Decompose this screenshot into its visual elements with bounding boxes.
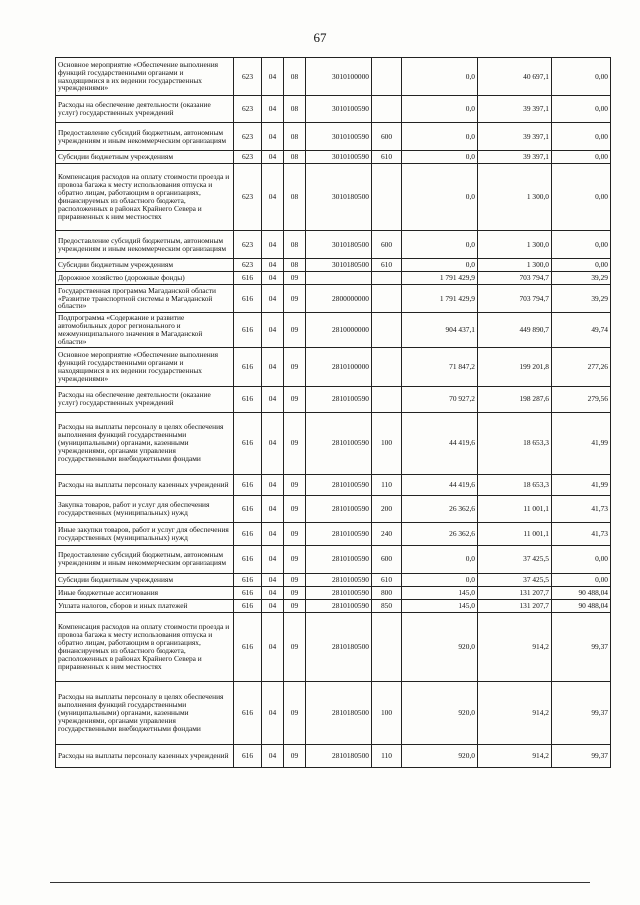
row-section: 04 (262, 612, 284, 681)
row-code: 616 (234, 313, 262, 348)
row-expense-type: 100 (372, 681, 402, 744)
row-code: 623 (234, 151, 262, 164)
table-row (56, 164, 611, 231)
row-section: 04 (262, 272, 284, 285)
row-value-planned: 0,0 (402, 573, 478, 586)
row-section: 04 (262, 573, 284, 586)
row-value-planned: 26 362,6 (402, 495, 478, 522)
row-name: Иные бюджетные ассигнования (56, 586, 234, 599)
row-name: Компенсация расходов на оплату стоимости проезда и провоза багажа к месту использования отпуска и обратно лицам, работающим в организациях, финансируемых из областного бюджета, расположенных в районах Крайнего Севера и приравненных к ним местностях (56, 612, 234, 681)
row-value-percent: 39,29 (552, 272, 611, 285)
row-subsection: 09 (284, 599, 306, 612)
row-value-percent: 99,37 (552, 744, 611, 767)
row-article: 2810180500 (306, 612, 372, 681)
table-row (56, 96, 611, 123)
row-code: 616 (234, 744, 262, 767)
row-code: 616 (234, 545, 262, 573)
row-value-planned: 904 437,1 (402, 313, 478, 348)
row-value-actual: 131 207,7 (478, 599, 552, 612)
table-row (56, 612, 611, 681)
row-value-planned: 44 419,6 (402, 412, 478, 474)
table-row (56, 474, 611, 495)
table-row (56, 231, 611, 259)
row-value-percent: 0,00 (552, 123, 611, 151)
table-row (56, 58, 611, 96)
table-row (56, 522, 611, 545)
row-name: Предоставление субсидий бюджетным, автономным учреждениям и иным некоммерческим организациям (56, 545, 234, 573)
row-code: 616 (234, 474, 262, 495)
row-expense-type (372, 285, 402, 313)
row-value-planned: 0,0 (402, 123, 478, 151)
row-code: 623 (234, 58, 262, 96)
row-value-percent: 0,00 (552, 164, 611, 231)
table-row (56, 123, 611, 151)
row-code: 616 (234, 573, 262, 586)
table-row (56, 495, 611, 522)
row-value-planned: 920,0 (402, 681, 478, 744)
row-expense-type: 800 (372, 586, 402, 599)
row-name: Расходы на выплаты персоналу казенных учреждений (56, 474, 234, 495)
row-value-planned: 70 927,2 (402, 386, 478, 412)
row-section: 04 (262, 164, 284, 231)
row-subsection: 08 (284, 231, 306, 259)
row-expense-type: 600 (372, 545, 402, 573)
row-name: Основное мероприятие «Обеспечение выполнения функций государственными органами и находящимися в их ведении государственных учреждениями» (56, 347, 234, 386)
row-name: Субсидии бюджетным учреждениям (56, 259, 234, 272)
row-value-planned: 44 419,6 (402, 474, 478, 495)
row-name: Предоставление субсидий бюджетным, автономным учреждениям и иным некоммерческим организациям (56, 123, 234, 151)
row-expense-type: 200 (372, 495, 402, 522)
row-value-actual: 198 287,6 (478, 386, 552, 412)
row-name: Расходы на выплаты персоналу в целях обеспечения выполнения функций государственными (муниципальными) органами, казенными учреждениями, органами управления государственными внебюджетными фондами (56, 681, 234, 744)
row-subsection: 08 (284, 164, 306, 231)
table-row (56, 285, 611, 313)
row-value-percent: 0,00 (552, 231, 611, 259)
row-expense-type: 240 (372, 522, 402, 545)
row-expense-type: 110 (372, 744, 402, 767)
row-value-actual: 131 207,7 (478, 586, 552, 599)
row-section: 04 (262, 347, 284, 386)
row-section: 04 (262, 123, 284, 151)
row-value-percent: 49,74 (552, 313, 611, 348)
row-code: 616 (234, 522, 262, 545)
row-value-planned: 0,0 (402, 58, 478, 96)
row-subsection: 09 (284, 573, 306, 586)
row-value-percent: 90 488,04 (552, 599, 611, 612)
row-name: Расходы на обеспечение деятельности (оказание услуг) государственных учреждений (56, 96, 234, 123)
table-row (56, 586, 611, 599)
row-article: 2810000000 (306, 313, 372, 348)
row-expense-type (372, 612, 402, 681)
row-name: Компенсация расходов на оплату стоимости проезда и провоза багажа к месту использования отпуска и обратно лицам, работающим в организациях, финансируемых из областного бюджета, расположенных в районах Крайнего Севера и приравненных к ним местностях (56, 164, 234, 231)
row-code: 616 (234, 412, 262, 474)
row-value-actual: 1 300,0 (478, 259, 552, 272)
row-subsection: 08 (284, 58, 306, 96)
row-value-actual: 703 794,7 (478, 272, 552, 285)
row-article: 3010100590 (306, 123, 372, 151)
row-name: Субсидии бюджетным учреждениям (56, 573, 234, 586)
row-subsection: 09 (284, 545, 306, 573)
row-expense-type: 610 (372, 151, 402, 164)
table-row (56, 313, 611, 348)
row-code: 616 (234, 586, 262, 599)
row-expense-type (372, 164, 402, 231)
row-value-planned: 145,0 (402, 586, 478, 599)
row-value-percent: 0,00 (552, 58, 611, 96)
row-value-percent: 90 488,04 (552, 586, 611, 599)
row-article (306, 272, 372, 285)
row-value-actual: 11 001,1 (478, 495, 552, 522)
row-section: 04 (262, 545, 284, 573)
row-value-planned: 920,0 (402, 612, 478, 681)
row-article: 2810100000 (306, 347, 372, 386)
row-value-actual: 914,2 (478, 612, 552, 681)
row-subsection: 08 (284, 151, 306, 164)
row-expense-type: 850 (372, 599, 402, 612)
row-subsection: 08 (284, 259, 306, 272)
row-section: 04 (262, 474, 284, 495)
row-expense-type (372, 313, 402, 348)
row-value-percent: 0,00 (552, 259, 611, 272)
row-value-percent: 99,37 (552, 612, 611, 681)
table-row (56, 272, 611, 285)
row-value-planned: 0,0 (402, 259, 478, 272)
row-subsection: 09 (284, 522, 306, 545)
row-code: 623 (234, 96, 262, 123)
row-subsection: 09 (284, 347, 306, 386)
row-section: 04 (262, 231, 284, 259)
row-value-actual: 11 001,1 (478, 522, 552, 545)
row-article: 3010180500 (306, 259, 372, 272)
row-article: 3010180500 (306, 164, 372, 231)
row-subsection: 09 (284, 386, 306, 412)
row-article: 3010100590 (306, 96, 372, 123)
row-value-planned: 145,0 (402, 599, 478, 612)
row-section: 04 (262, 313, 284, 348)
row-section: 04 (262, 586, 284, 599)
row-value-percent: 41,73 (552, 522, 611, 545)
table-row (56, 259, 611, 272)
row-value-actual: 39 397,1 (478, 123, 552, 151)
row-article: 2810100590 (306, 573, 372, 586)
row-value-planned: 26 362,6 (402, 522, 478, 545)
row-value-percent: 0,00 (552, 545, 611, 573)
row-section: 04 (262, 599, 284, 612)
row-expense-type (372, 347, 402, 386)
row-value-actual: 18 653,3 (478, 474, 552, 495)
row-name: Расходы на выплаты персоналу казенных учреждений (56, 744, 234, 767)
row-code: 616 (234, 386, 262, 412)
row-name: Расходы на обеспечение деятельности (оказание услуг) государственных учреждений (56, 386, 234, 412)
row-value-actual: 449 890,7 (478, 313, 552, 348)
row-article: 3010100590 (306, 151, 372, 164)
row-article: 2810100590 (306, 545, 372, 573)
row-article: 3010180500 (306, 231, 372, 259)
row-code: 623 (234, 123, 262, 151)
row-code: 616 (234, 347, 262, 386)
row-value-planned: 920,0 (402, 744, 478, 767)
row-article: 3010100000 (306, 58, 372, 96)
row-name: Подпрограмма «Содержание и развитие автомобильных дорог регионального и межмуниципального значения в Магаданской области» (56, 313, 234, 348)
table-row (56, 151, 611, 164)
row-value-planned: 0,0 (402, 545, 478, 573)
row-code: 616 (234, 285, 262, 313)
row-code: 616 (234, 681, 262, 744)
row-section: 04 (262, 681, 284, 744)
row-subsection: 09 (284, 681, 306, 744)
row-value-actual: 37 425,5 (478, 545, 552, 573)
row-subsection: 08 (284, 96, 306, 123)
row-value-percent: 41,73 (552, 495, 611, 522)
bottom-rule (50, 882, 590, 883)
row-article: 2810180500 (306, 681, 372, 744)
row-section: 04 (262, 744, 284, 767)
row-subsection: 08 (284, 123, 306, 151)
row-article: 2810100590 (306, 495, 372, 522)
row-section: 04 (262, 495, 284, 522)
row-article: 2810100590 (306, 586, 372, 599)
row-value-percent: 0,00 (552, 151, 611, 164)
budget-table (55, 57, 611, 768)
row-value-actual: 40 697,1 (478, 58, 552, 96)
row-section: 04 (262, 522, 284, 545)
row-name: Субсидии бюджетным учреждениям (56, 151, 234, 164)
row-name: Расходы на выплаты персоналу в целях обеспечения выполнения функций государственными (муниципальными) органами, казенными учреждениями, органами управления государственными внебюджетными фондами (56, 412, 234, 474)
row-code: 616 (234, 612, 262, 681)
row-name: Дорожное хозяйство (дорожные фонды) (56, 272, 234, 285)
table-row (56, 545, 611, 573)
row-value-actual: 199 201,8 (478, 347, 552, 386)
page-number: 67 (313, 30, 327, 45)
row-subsection: 09 (284, 744, 306, 767)
row-name: Закупка товаров, работ и услуг для обеспечения государственных (муниципальных) нужд (56, 495, 234, 522)
row-article: 2810180500 (306, 744, 372, 767)
row-section: 04 (262, 58, 284, 96)
row-code: 616 (234, 599, 262, 612)
row-value-actual: 37 425,5 (478, 573, 552, 586)
row-value-actual: 914,2 (478, 744, 552, 767)
row-subsection: 09 (284, 612, 306, 681)
row-article: 2810100590 (306, 386, 372, 412)
row-name: Уплата налогов, сборов и иных платежей (56, 599, 234, 612)
row-expense-type (372, 386, 402, 412)
row-expense-type (372, 58, 402, 96)
row-value-actual: 39 397,1 (478, 96, 552, 123)
row-subsection: 09 (284, 285, 306, 313)
row-article: 2810100590 (306, 522, 372, 545)
row-code: 623 (234, 259, 262, 272)
row-value-planned: 1 791 429,9 (402, 272, 478, 285)
row-expense-type: 600 (372, 123, 402, 151)
row-subsection: 09 (284, 412, 306, 474)
table-row (56, 681, 611, 744)
row-value-percent: 41,99 (552, 474, 611, 495)
row-value-actual: 914,2 (478, 681, 552, 744)
row-subsection: 09 (284, 474, 306, 495)
row-article: 2810100590 (306, 412, 372, 474)
row-value-planned: 0,0 (402, 231, 478, 259)
row-value-actual: 1 300,0 (478, 231, 552, 259)
row-value-actual: 703 794,7 (478, 285, 552, 313)
row-value-planned: 0,0 (402, 164, 478, 231)
row-section: 04 (262, 285, 284, 313)
table-row (56, 744, 611, 767)
row-expense-type: 610 (372, 259, 402, 272)
row-code: 616 (234, 495, 262, 522)
row-section: 04 (262, 386, 284, 412)
row-value-actual: 18 653,3 (478, 412, 552, 474)
row-value-planned: 71 847,2 (402, 347, 478, 386)
row-value-percent: 279,56 (552, 386, 611, 412)
row-article: 2800000000 (306, 285, 372, 313)
row-value-planned: 0,0 (402, 96, 478, 123)
row-expense-type (372, 96, 402, 123)
row-subsection: 09 (284, 272, 306, 285)
table-row (56, 599, 611, 612)
row-expense-type: 610 (372, 573, 402, 586)
table-row (56, 573, 611, 586)
row-expense-type: 600 (372, 231, 402, 259)
row-code: 616 (234, 272, 262, 285)
row-value-percent: 277,26 (552, 347, 611, 386)
row-name: Предоставление субсидий бюджетным, автономным учреждениям и иным некоммерческим организациям (56, 231, 234, 259)
table-body (56, 58, 611, 768)
table-row (56, 386, 611, 412)
table-row (56, 412, 611, 474)
row-value-actual: 39 397,1 (478, 151, 552, 164)
row-value-percent: 0,00 (552, 573, 611, 586)
row-value-percent: 0,00 (552, 96, 611, 123)
row-subsection: 09 (284, 586, 306, 599)
row-expense-type: 110 (372, 474, 402, 495)
row-code: 623 (234, 164, 262, 231)
row-expense-type: 100 (372, 412, 402, 474)
row-value-planned: 1 791 429,9 (402, 285, 478, 313)
row-subsection: 09 (284, 313, 306, 348)
row-value-percent: 39,29 (552, 285, 611, 313)
table-row (56, 347, 611, 386)
row-section: 04 (262, 412, 284, 474)
row-name: Основное мероприятие «Обеспечение выполнения функций государственными органами и находящимися в их ведении государственных учреждениями» (56, 58, 234, 96)
row-value-planned: 0,0 (402, 151, 478, 164)
row-name: Иные закупки товаров, работ и услуг для обеспечения государственных (муниципальных) нужд (56, 522, 234, 545)
row-article: 2810100590 (306, 474, 372, 495)
row-section: 04 (262, 259, 284, 272)
row-value-actual: 1 300,0 (478, 164, 552, 231)
row-code: 623 (234, 231, 262, 259)
row-name: Государственная программа Магаданской области «Развитие транспортной системы в Магаданской области» (56, 285, 234, 313)
row-subsection: 09 (284, 495, 306, 522)
row-expense-type (372, 272, 402, 285)
row-value-percent: 41,99 (552, 412, 611, 474)
row-value-percent: 99,37 (552, 681, 611, 744)
row-section: 04 (262, 96, 284, 123)
row-article: 2810100590 (306, 599, 372, 612)
row-section: 04 (262, 151, 284, 164)
